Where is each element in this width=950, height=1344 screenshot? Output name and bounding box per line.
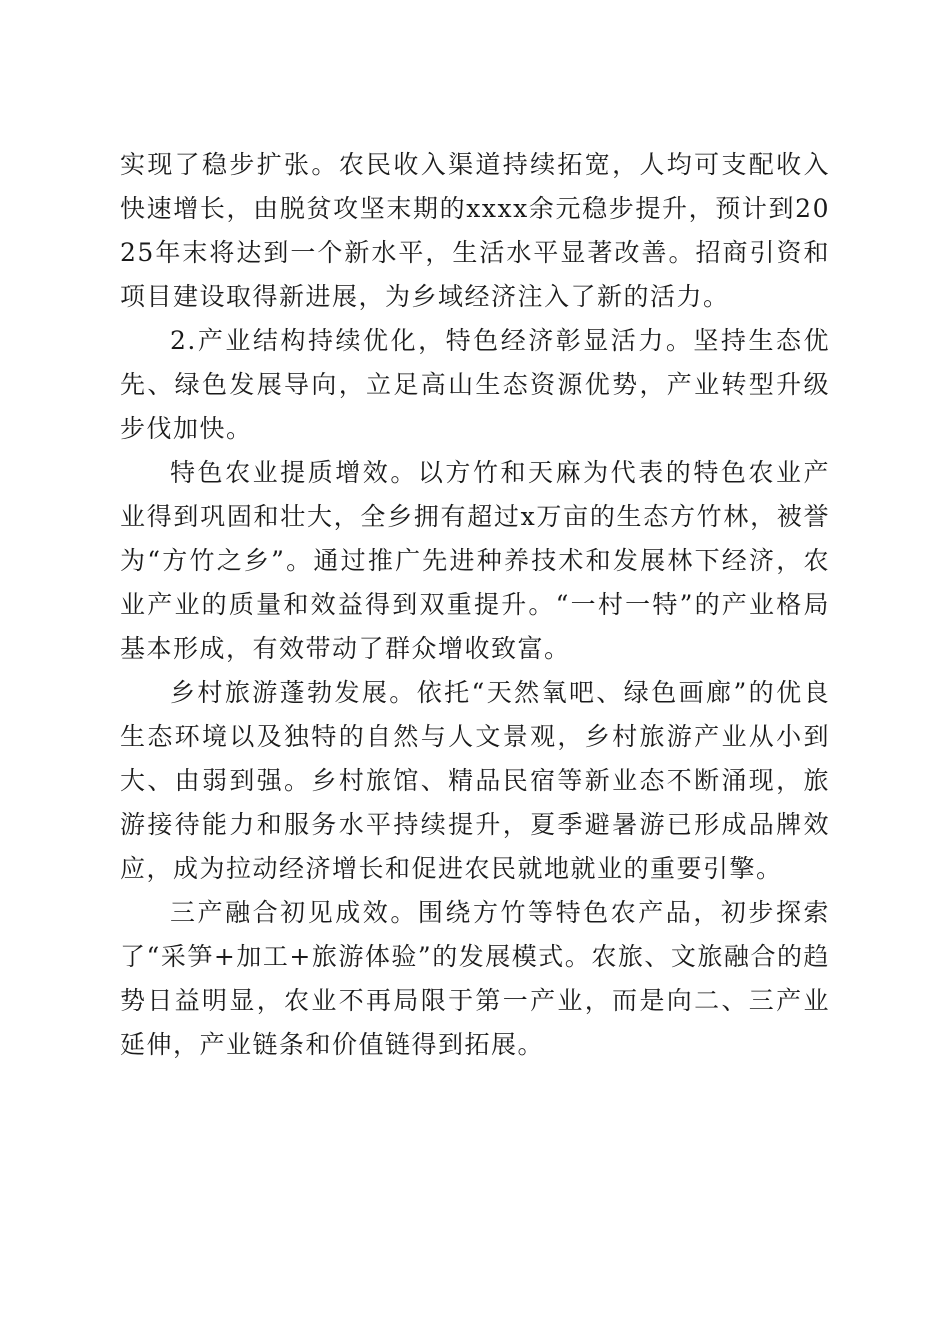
paragraph-industry-structure-heading: 2.产业结构持续优化，特色经济彰显活力。坚持生态优先、绿色发展导向，立足高山生态资源优势，产业转型升级步伐加快。 [120,326,830,443]
paragraph-industry-integration: 三产融合初见成效。围绕方竹等特色农产品，初步探索了“采笋+加工+旅游体验”的发展模式。农旅、文旅融合的趋势日益明显，农业不再局限于第一产业，而是向二、三产业延伸，产业链条和价值链得到拓展。 [120,898,830,1059]
paragraph-specialty-agriculture: 特色农业提质增效。以方竹和天麻为代表的特色农业产业得到巩固和壮大，全乡拥有超过x万亩的生态方竹林，被誉为“方竹之乡”。通过推广先进种养技术和发展林下经济，农业产业的质量和效益得到双重提升。“一村一特”的产业格局基本形成，有效带动了群众增收致富。 [120,458,830,663]
paragraph-rural-tourism: 乡村旅游蓬勃发展。依托“天然氧吧、绿色画廊”的优良生态环境以及独特的自然与人文景观，乡村旅游产业从小到大、由弱到强。乡村旅馆、精品民宿等新业态不断涌现，旅游接待能力和服务水平持续提升，夏季避暑游已形成品牌效应，成为拉动经济增长和促进农民就地就业的重要引擎。 [120,678,830,883]
document-body [120,143,830,1067]
paragraph-continuation: 实现了稳步扩张。农民收入渠道持续拓宽，人均可支配收入快速增长，由脱贫攻坚末期的xxxx余元稳步提升，预计到2025年末将达到一个新水平，生活水平显著改善。招商引资和项目建设取得新进展，为乡域经济注入了新的活力。 [120,150,830,311]
